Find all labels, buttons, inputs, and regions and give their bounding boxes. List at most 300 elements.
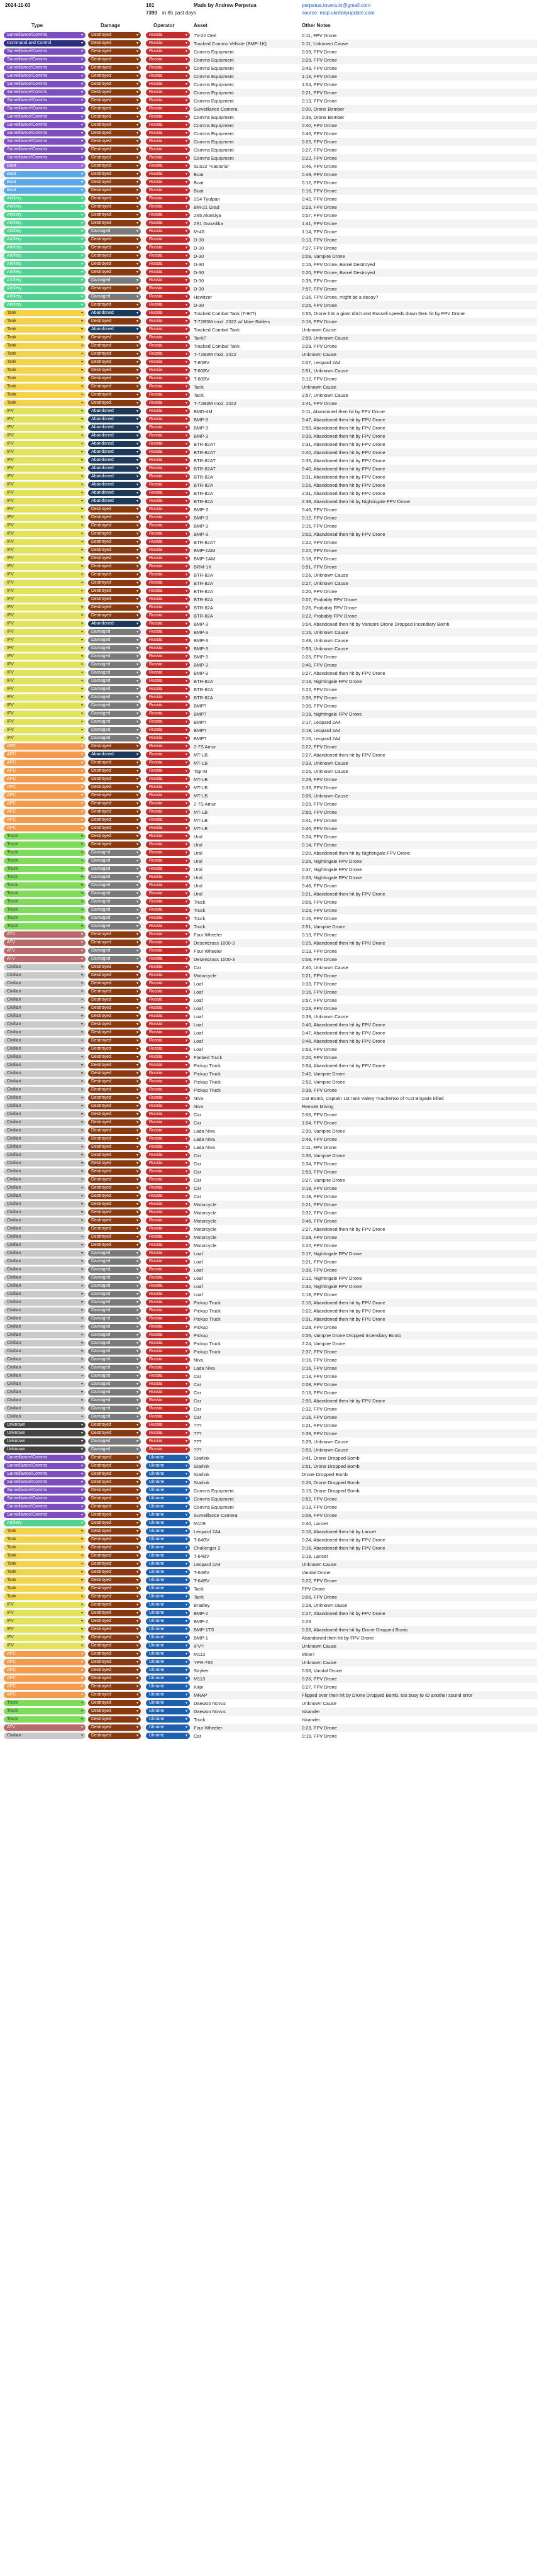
operator-select[interactable] bbox=[146, 1324, 190, 1330]
operator-select[interactable] bbox=[146, 1299, 190, 1306]
damage-select[interactable] bbox=[88, 73, 141, 79]
damage-select[interactable] bbox=[88, 1030, 141, 1036]
operator-select[interactable] bbox=[146, 1177, 190, 1183]
damage-select[interactable] bbox=[88, 1675, 141, 1682]
type-select[interactable] bbox=[4, 1675, 86, 1682]
damage-select[interactable] bbox=[88, 931, 141, 938]
operator-select[interactable] bbox=[146, 1463, 190, 1469]
damage-select[interactable] bbox=[88, 743, 141, 750]
type-select[interactable] bbox=[4, 457, 86, 464]
type-select[interactable] bbox=[4, 1463, 86, 1469]
damage-select[interactable] bbox=[88, 833, 141, 840]
type-select[interactable] bbox=[4, 1062, 86, 1069]
damage-select[interactable] bbox=[88, 1635, 141, 1641]
damage-select[interactable] bbox=[88, 269, 141, 275]
type-select[interactable] bbox=[4, 1111, 86, 1118]
type-select[interactable] bbox=[4, 1389, 86, 1396]
damage-select[interactable] bbox=[88, 1307, 141, 1314]
damage-select[interactable] bbox=[88, 130, 141, 136]
operator-select[interactable] bbox=[146, 1397, 190, 1404]
damage-select[interactable] bbox=[88, 1659, 141, 1665]
damage-select[interactable] bbox=[88, 1463, 141, 1469]
type-select[interactable] bbox=[4, 1046, 86, 1052]
type-select[interactable] bbox=[4, 1332, 86, 1338]
damage-select[interactable] bbox=[88, 1733, 141, 1739]
type-select[interactable] bbox=[4, 1005, 86, 1011]
type-select[interactable] bbox=[4, 1643, 86, 1649]
type-select[interactable] bbox=[4, 433, 86, 439]
damage-select[interactable] bbox=[88, 416, 141, 423]
damage-select[interactable] bbox=[88, 964, 141, 970]
operator-select[interactable] bbox=[146, 1684, 190, 1690]
operator-select[interactable] bbox=[146, 858, 190, 864]
type-select[interactable] bbox=[4, 1013, 86, 1019]
operator-select[interactable] bbox=[146, 1046, 190, 1052]
type-select[interactable] bbox=[4, 866, 86, 872]
operator-select[interactable] bbox=[146, 1716, 190, 1723]
type-select[interactable] bbox=[4, 637, 86, 643]
damage-select[interactable] bbox=[88, 1414, 141, 1420]
damage-select[interactable] bbox=[88, 891, 141, 897]
damage-select[interactable] bbox=[88, 825, 141, 831]
operator-select[interactable] bbox=[146, 482, 190, 488]
operator-select[interactable] bbox=[146, 1005, 190, 1011]
operator-select[interactable] bbox=[146, 1545, 190, 1551]
operator-select[interactable] bbox=[146, 768, 190, 774]
operator-select[interactable] bbox=[146, 1651, 190, 1657]
operator-select[interactable] bbox=[146, 915, 190, 921]
operator-select[interactable] bbox=[146, 1733, 190, 1739]
type-select[interactable] bbox=[4, 1512, 86, 1518]
operator-select[interactable] bbox=[146, 1471, 190, 1477]
operator-select[interactable] bbox=[146, 335, 190, 341]
type-select[interactable] bbox=[4, 580, 86, 586]
type-select[interactable] bbox=[4, 1422, 86, 1428]
type-select[interactable] bbox=[4, 817, 86, 823]
type-select[interactable] bbox=[4, 514, 86, 521]
operator-select[interactable] bbox=[146, 433, 190, 439]
type-select[interactable] bbox=[4, 1258, 86, 1265]
damage-select[interactable] bbox=[88, 40, 141, 47]
operator-select[interactable] bbox=[146, 1585, 190, 1592]
operator-select[interactable] bbox=[146, 302, 190, 308]
damage-select[interactable] bbox=[88, 1095, 141, 1101]
type-select[interactable] bbox=[4, 523, 86, 529]
operator-select[interactable] bbox=[146, 833, 190, 840]
operator-select[interactable] bbox=[146, 1234, 190, 1240]
damage-select[interactable] bbox=[88, 801, 141, 807]
operator-select[interactable] bbox=[146, 1700, 190, 1706]
type-select[interactable] bbox=[4, 138, 86, 145]
type-select[interactable] bbox=[4, 1684, 86, 1690]
damage-select[interactable] bbox=[88, 1103, 141, 1109]
operator-select[interactable] bbox=[146, 1070, 190, 1077]
type-select[interactable] bbox=[4, 171, 86, 177]
type-select[interactable] bbox=[4, 1299, 86, 1306]
operator-select[interactable] bbox=[146, 1054, 190, 1060]
damage-select[interactable] bbox=[88, 564, 141, 570]
type-select[interactable] bbox=[4, 1381, 86, 1387]
operator-select[interactable] bbox=[146, 547, 190, 553]
type-select[interactable] bbox=[4, 343, 86, 349]
damage-select[interactable] bbox=[88, 449, 141, 455]
operator-select[interactable] bbox=[146, 956, 190, 962]
type-select[interactable] bbox=[4, 482, 86, 488]
type-select[interactable] bbox=[4, 40, 86, 47]
operator-select[interactable] bbox=[146, 294, 190, 300]
type-select[interactable] bbox=[4, 89, 86, 96]
damage-select[interactable] bbox=[88, 138, 141, 145]
damage-select[interactable] bbox=[88, 310, 141, 316]
damage-select[interactable] bbox=[88, 1692, 141, 1698]
type-select[interactable] bbox=[4, 1569, 86, 1575]
type-select[interactable] bbox=[4, 604, 86, 611]
operator-select[interactable] bbox=[146, 1316, 190, 1322]
operator-select[interactable] bbox=[146, 694, 190, 701]
damage-select[interactable] bbox=[88, 179, 141, 186]
damage-select[interactable] bbox=[88, 1005, 141, 1011]
operator-select[interactable] bbox=[146, 1152, 190, 1158]
operator-select[interactable] bbox=[146, 130, 190, 136]
type-select[interactable] bbox=[4, 768, 86, 774]
type-select[interactable] bbox=[4, 318, 86, 325]
type-select[interactable] bbox=[4, 302, 86, 308]
operator-select[interactable] bbox=[146, 1602, 190, 1608]
operator-select[interactable] bbox=[146, 1414, 190, 1420]
damage-select[interactable] bbox=[88, 547, 141, 553]
type-select[interactable] bbox=[4, 980, 86, 987]
damage-select[interactable] bbox=[88, 1512, 141, 1518]
operator-select[interactable] bbox=[146, 187, 190, 194]
operator-select[interactable] bbox=[146, 253, 190, 259]
damage-select[interactable] bbox=[88, 1193, 141, 1199]
type-select[interactable] bbox=[4, 506, 86, 513]
damage-select[interactable] bbox=[88, 1610, 141, 1616]
operator-select[interactable] bbox=[146, 65, 190, 71]
type-select[interactable] bbox=[4, 1234, 86, 1240]
operator-select[interactable] bbox=[146, 1381, 190, 1387]
operator-select[interactable] bbox=[146, 1169, 190, 1175]
operator-select[interactable] bbox=[146, 1193, 190, 1199]
type-select[interactable] bbox=[4, 1610, 86, 1616]
type-select[interactable] bbox=[4, 179, 86, 186]
type-select[interactable] bbox=[4, 752, 86, 758]
operator-select[interactable] bbox=[146, 629, 190, 635]
type-select[interactable] bbox=[4, 850, 86, 856]
damage-select[interactable] bbox=[88, 776, 141, 782]
damage-select[interactable] bbox=[88, 425, 141, 431]
damage-select[interactable] bbox=[88, 1496, 141, 1502]
damage-select[interactable] bbox=[88, 253, 141, 259]
operator-select[interactable] bbox=[146, 1520, 190, 1526]
damage-select[interactable] bbox=[88, 972, 141, 979]
damage-select[interactable] bbox=[88, 474, 141, 480]
type-select[interactable] bbox=[4, 1455, 86, 1461]
operator-select[interactable] bbox=[146, 1307, 190, 1314]
damage-select[interactable] bbox=[88, 1201, 141, 1208]
operator-select[interactable] bbox=[146, 261, 190, 267]
damage-select[interactable] bbox=[88, 1357, 141, 1363]
damage-select[interactable] bbox=[88, 670, 141, 676]
operator-select[interactable] bbox=[146, 1201, 190, 1208]
damage-select[interactable] bbox=[88, 302, 141, 308]
type-select[interactable] bbox=[4, 702, 86, 709]
operator-select[interactable] bbox=[146, 1561, 190, 1567]
type-select[interactable] bbox=[4, 155, 86, 161]
damage-select[interactable] bbox=[88, 506, 141, 513]
damage-select[interactable] bbox=[88, 1283, 141, 1289]
type-select[interactable] bbox=[4, 277, 86, 284]
damage-select[interactable] bbox=[88, 1667, 141, 1674]
damage-select[interactable] bbox=[88, 261, 141, 267]
type-select[interactable] bbox=[4, 1594, 86, 1600]
type-select[interactable] bbox=[4, 1397, 86, 1404]
operator-select[interactable] bbox=[146, 621, 190, 627]
type-select[interactable] bbox=[4, 392, 86, 398]
type-select[interactable] bbox=[4, 1193, 86, 1199]
operator-select[interactable] bbox=[146, 1242, 190, 1248]
damage-select[interactable] bbox=[88, 539, 141, 545]
operator-select[interactable] bbox=[146, 48, 190, 55]
operator-select[interactable] bbox=[146, 760, 190, 766]
operator-select[interactable] bbox=[146, 653, 190, 660]
damage-select[interactable] bbox=[88, 335, 141, 341]
damage-select[interactable] bbox=[88, 719, 141, 725]
operator-select[interactable] bbox=[146, 1528, 190, 1535]
type-select[interactable] bbox=[4, 1087, 86, 1093]
type-select[interactable] bbox=[4, 1471, 86, 1477]
operator-select[interactable] bbox=[146, 1365, 190, 1371]
damage-select[interactable] bbox=[88, 1397, 141, 1404]
damage-select[interactable] bbox=[88, 1602, 141, 1608]
operator-select[interactable] bbox=[146, 1218, 190, 1224]
damage-select[interactable] bbox=[88, 678, 141, 684]
type-select[interactable] bbox=[4, 1340, 86, 1346]
type-select[interactable] bbox=[4, 310, 86, 316]
type-select[interactable] bbox=[4, 743, 86, 750]
damage-select[interactable] bbox=[88, 1070, 141, 1077]
type-select[interactable] bbox=[4, 261, 86, 267]
type-select[interactable] bbox=[4, 564, 86, 570]
operator-select[interactable] bbox=[146, 1062, 190, 1069]
type-select[interactable] bbox=[4, 621, 86, 627]
damage-select[interactable] bbox=[88, 97, 141, 104]
damage-select[interactable] bbox=[88, 236, 141, 243]
type-select[interactable] bbox=[4, 187, 86, 194]
damage-select[interactable] bbox=[88, 1406, 141, 1412]
operator-select[interactable] bbox=[146, 801, 190, 807]
operator-select[interactable] bbox=[146, 1250, 190, 1257]
type-select[interactable] bbox=[4, 269, 86, 275]
operator-select[interactable] bbox=[146, 604, 190, 611]
operator-select[interactable] bbox=[146, 972, 190, 979]
operator-select[interactable] bbox=[146, 97, 190, 104]
type-select[interactable] bbox=[4, 1496, 86, 1502]
damage-select[interactable] bbox=[88, 1038, 141, 1044]
damage-select[interactable] bbox=[88, 1471, 141, 1477]
damage-select[interactable] bbox=[88, 1316, 141, 1322]
damage-select[interactable] bbox=[88, 343, 141, 349]
operator-select[interactable] bbox=[146, 784, 190, 791]
type-select[interactable] bbox=[4, 1275, 86, 1281]
operator-select[interactable] bbox=[146, 1496, 190, 1502]
type-select[interactable] bbox=[4, 81, 86, 87]
type-select[interactable] bbox=[4, 228, 86, 235]
type-select[interactable] bbox=[4, 760, 86, 766]
damage-select[interactable] bbox=[88, 1267, 141, 1273]
damage-select[interactable] bbox=[88, 1234, 141, 1240]
damage-select[interactable] bbox=[88, 760, 141, 766]
operator-select[interactable] bbox=[146, 596, 190, 602]
type-select[interactable] bbox=[4, 531, 86, 537]
operator-select[interactable] bbox=[146, 1209, 190, 1216]
operator-select[interactable] bbox=[146, 1357, 190, 1363]
type-select[interactable] bbox=[4, 163, 86, 169]
damage-select[interactable] bbox=[88, 1422, 141, 1428]
damage-select[interactable] bbox=[88, 1144, 141, 1150]
damage-select[interactable] bbox=[88, 1258, 141, 1265]
damage-select[interactable] bbox=[88, 1536, 141, 1543]
damage-select[interactable] bbox=[88, 1111, 141, 1118]
operator-select[interactable] bbox=[146, 506, 190, 513]
operator-select[interactable] bbox=[146, 474, 190, 480]
damage-select[interactable] bbox=[88, 1013, 141, 1019]
type-select[interactable] bbox=[4, 1520, 86, 1526]
operator-select[interactable] bbox=[146, 588, 190, 594]
damage-select[interactable] bbox=[88, 792, 141, 799]
operator-select[interactable] bbox=[146, 686, 190, 692]
operator-select[interactable] bbox=[146, 899, 190, 905]
type-select[interactable] bbox=[4, 253, 86, 259]
damage-select[interactable] bbox=[88, 81, 141, 87]
type-select[interactable] bbox=[4, 212, 86, 218]
operator-select[interactable] bbox=[146, 1226, 190, 1232]
operator-select[interactable] bbox=[146, 1479, 190, 1485]
operator-select[interactable] bbox=[146, 367, 190, 374]
type-select[interactable] bbox=[4, 735, 86, 741]
damage-select[interactable] bbox=[88, 351, 141, 357]
type-select[interactable] bbox=[4, 236, 86, 243]
operator-select[interactable] bbox=[146, 1553, 190, 1559]
damage-select[interactable] bbox=[88, 1177, 141, 1183]
type-select[interactable] bbox=[4, 711, 86, 717]
operator-select[interactable] bbox=[146, 359, 190, 365]
type-select[interactable] bbox=[4, 1626, 86, 1633]
damage-select[interactable] bbox=[88, 32, 141, 38]
damage-select[interactable] bbox=[88, 1299, 141, 1306]
operator-select[interactable] bbox=[146, 1185, 190, 1191]
type-select[interactable] bbox=[4, 1635, 86, 1641]
operator-select[interactable] bbox=[146, 196, 190, 202]
operator-select[interactable] bbox=[146, 539, 190, 545]
type-select[interactable] bbox=[4, 294, 86, 300]
type-select[interactable] bbox=[4, 32, 86, 38]
operator-select[interactable] bbox=[146, 1030, 190, 1036]
operator-select[interactable] bbox=[146, 1594, 190, 1600]
damage-select[interactable] bbox=[88, 286, 141, 292]
damage-select[interactable] bbox=[88, 531, 141, 537]
damage-select[interactable] bbox=[88, 907, 141, 913]
type-select[interactable] bbox=[4, 1267, 86, 1273]
type-select[interactable] bbox=[4, 97, 86, 104]
type-select[interactable] bbox=[4, 1536, 86, 1543]
damage-select[interactable] bbox=[88, 163, 141, 169]
damage-select[interactable] bbox=[88, 1438, 141, 1445]
author-email[interactable]: perpetua.tovera.io@gmail.com bbox=[302, 3, 371, 8]
operator-select[interactable] bbox=[146, 1021, 190, 1028]
type-select[interactable] bbox=[4, 384, 86, 390]
damage-select[interactable] bbox=[88, 613, 141, 619]
damage-select[interactable] bbox=[88, 686, 141, 692]
type-select[interactable] bbox=[4, 220, 86, 226]
damage-select[interactable] bbox=[88, 1545, 141, 1551]
damage-select[interactable] bbox=[88, 294, 141, 300]
damage-select[interactable] bbox=[88, 114, 141, 120]
operator-select[interactable] bbox=[146, 1291, 190, 1297]
operator-select[interactable] bbox=[146, 204, 190, 210]
operator-select[interactable] bbox=[146, 1455, 190, 1461]
type-select[interactable] bbox=[4, 1103, 86, 1109]
damage-select[interactable] bbox=[88, 956, 141, 962]
type-select[interactable] bbox=[4, 1651, 86, 1657]
type-select[interactable] bbox=[4, 1324, 86, 1330]
damage-select[interactable] bbox=[88, 1209, 141, 1216]
type-select[interactable] bbox=[4, 122, 86, 128]
operator-select[interactable] bbox=[146, 1626, 190, 1633]
type-select[interactable] bbox=[4, 629, 86, 635]
type-select[interactable] bbox=[4, 1307, 86, 1314]
type-select[interactable] bbox=[4, 1226, 86, 1232]
operator-select[interactable] bbox=[146, 310, 190, 316]
type-select[interactable] bbox=[4, 1406, 86, 1412]
operator-select[interactable] bbox=[146, 531, 190, 537]
damage-select[interactable] bbox=[88, 384, 141, 390]
type-select[interactable] bbox=[4, 400, 86, 406]
type-select[interactable] bbox=[4, 416, 86, 423]
damage-select[interactable] bbox=[88, 768, 141, 774]
type-select[interactable] bbox=[4, 196, 86, 202]
type-select[interactable] bbox=[4, 449, 86, 455]
operator-select[interactable] bbox=[146, 1013, 190, 1019]
type-select[interactable] bbox=[4, 73, 86, 79]
operator-select[interactable] bbox=[146, 1635, 190, 1641]
damage-select[interactable] bbox=[88, 89, 141, 96]
operator-select[interactable] bbox=[146, 1275, 190, 1281]
type-select[interactable] bbox=[4, 1177, 86, 1183]
type-select[interactable] bbox=[4, 490, 86, 496]
type-select[interactable] bbox=[4, 907, 86, 913]
operator-select[interactable] bbox=[146, 81, 190, 87]
type-select[interactable] bbox=[4, 719, 86, 725]
damage-select[interactable] bbox=[88, 1389, 141, 1396]
operator-select[interactable] bbox=[146, 580, 190, 586]
damage-select[interactable] bbox=[88, 245, 141, 251]
type-select[interactable] bbox=[4, 1136, 86, 1142]
type-select[interactable] bbox=[4, 833, 86, 840]
damage-select[interactable] bbox=[88, 653, 141, 660]
damage-select[interactable] bbox=[88, 1275, 141, 1281]
operator-select[interactable] bbox=[146, 351, 190, 357]
type-select[interactable] bbox=[4, 1365, 86, 1371]
type-select[interactable] bbox=[4, 1716, 86, 1723]
damage-select[interactable] bbox=[88, 915, 141, 921]
operator-select[interactable] bbox=[146, 743, 190, 750]
damage-select[interactable] bbox=[88, 882, 141, 889]
damage-select[interactable] bbox=[88, 187, 141, 194]
type-select[interactable] bbox=[4, 326, 86, 333]
operator-select[interactable] bbox=[146, 1038, 190, 1044]
operator-select[interactable] bbox=[146, 923, 190, 930]
